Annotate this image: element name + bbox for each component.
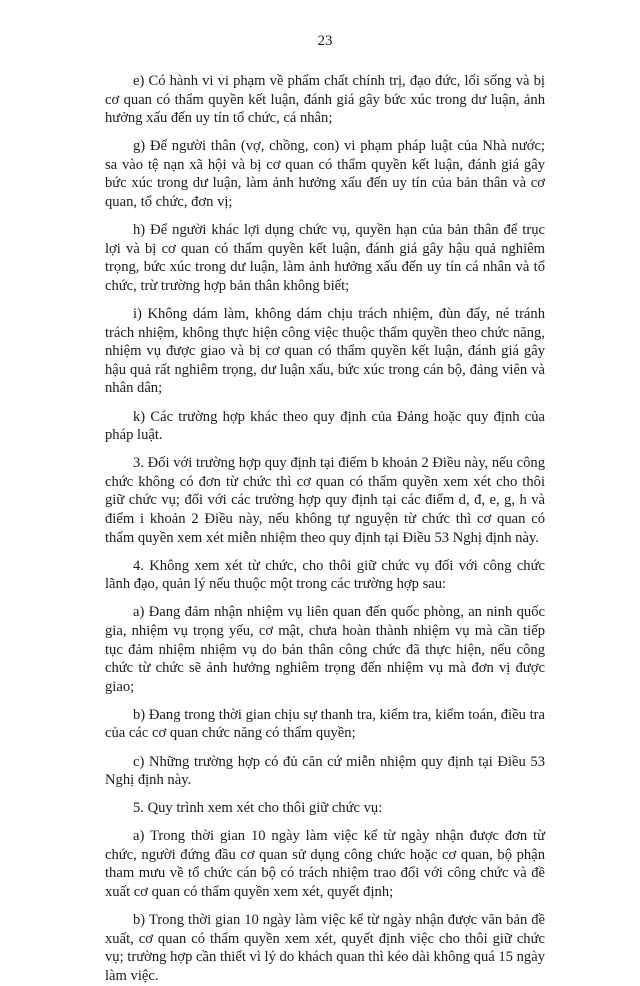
paragraph-section-4a: a) Đang đảm nhận nhiệm vụ liên quan đến quốc phòng, an ninh quốc gia, nhiệm vụ trọng yếu, cơ mật, chưa hoàn thành nhiệm vụ mà cần tiếp tục đảm nhiệm nhiệm vụ do bản thân công chức đã thực hiện, nếu công chức từ chức sẽ ảnh hưởng nghiêm trọng đến nhiệm vụ mà đơn vị được giao; [105,604,545,695]
page-number: 23 [317,33,333,49]
paragraph-section-4b: b) Đang trong thời gian chịu sự thanh tra, kiểm tra, kiểm toán, điều tra của các cơ quan chức năng có thẩm quyền; [105,706,545,742]
paragraph-section-5a: a) Trong thời gian 10 ngày làm việc kể từ ngày nhận được đơn từ chức, người đứng đầu cơ quan sử dụng công chức hoặc cơ quan, bộ phận tham mưu về tổ chức cán bộ có trách nhiệm trao đổi với công chức và đề xuất cơ quan có thẩm quyền xem xét, quyết định; [105,828,545,901]
paragraph-clause-e: e) Có hành vi vi phạm về phẩm chất chính trị, đạo đức, lối sống và bị cơ quan có thẩm quyền kết luận, đánh giá gây bức xúc trong dư luận, ảnh hưởng xấu đến uy tín tổ chức, cá nhân; [105,73,545,127]
paragraph-section-3: 3. Đối với trường hợp quy định tại điểm b khoản 2 Điều này, nếu công chức không có đơn từ chức thì cơ quan có thẩm quyền xem xét cho thôi giữ chức vụ; đối với các trường hợp quy định tại các điểm d, đ, e, g, h và điểm i khoản 2 Điều này, nếu không tự nguyện từ chức thì cơ quan có thẩm quyền xem xét miễn nhiệm theo quy định tại Điều 53 Nghị định này. [105,455,545,546]
paragraph-section-5: 5. Quy trình xem xét cho thôi giữ chức vụ: [133,800,383,817]
paragraph-section-5b: b) Trong thời gian 10 ngày làm việc kể từ ngày nhận được văn bản đề xuất, cơ quan có thẩm quyền xem xét, quyết định việc cho thôi giữ chức vụ; trường hợp cần thiết vì lý do khách quan thì kéo dài không quá 15 ngày làm việc. [105,912,545,984]
paragraph-clause-k: k) Các trường hợp khác theo quy định của Đảng hoặc quy định của pháp luật. [105,408,545,444]
paragraph-section-4c: c) Những trường hợp có đủ căn cứ miễn nhiệm quy định tại Điều 53 Nghị định này. [105,753,545,789]
paragraph-clause-h: h) Để người khác lợi dụng chức vụ, quyền hạn của bản thân để trục lợi và bị cơ quan có thẩm quyền kết luận, đánh giá gây hậu quả nghiêm trọng, bức xúc trong dư luận, làm ảnh hưởng xấu đến uy tín cá nhân và tổ chức, trừ trường hợp bản thân không biết; [105,222,545,294]
paragraph-section-4: 4. Không xem xét từ chức, cho thôi giữ chức vụ đối với công chức lãnh đạo, quản lý nếu thuộc một trong các trường hợp sau: [105,557,545,593]
paragraph-clause-g: g) Để người thân (vợ, chồng, con) vi phạm pháp luật của Nhà nước; sa vào tệ nạn xã hội và bị cơ quan có thẩm quyền kết luận, đánh giá gây bức xúc trong dư luận, làm ảnh hưởng xấu đến uy tín của bản thân và cơ quan, tổ chức, đơn vị; [105,138,545,211]
paragraph-clause-i: i) Không dám làm, không dám chịu trách nhiệm, đùn đẩy, né tránh trách nhiệm, không thực hiện công việc thuộc thẩm quyền theo chức năng, nhiệm vụ được giao và bị cơ quan có thẩm quyền kết luận, đánh giá gây hậu quả rất nghiêm trọng, dư luận xấu, bức xúc trong cán bộ, đảng viên và nhân dân; [105,306,545,397]
